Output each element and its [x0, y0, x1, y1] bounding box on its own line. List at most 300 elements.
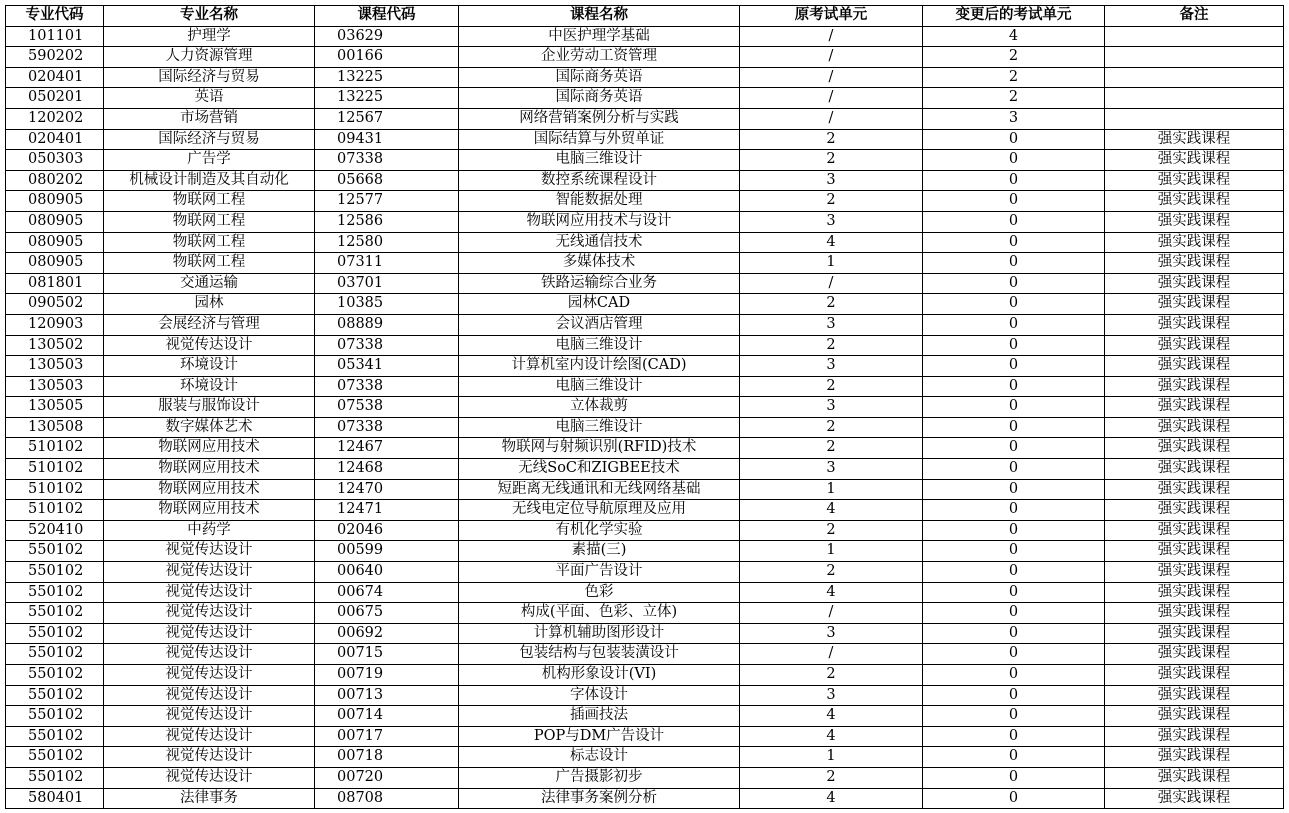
major-name-cell: 英语 — [104, 88, 315, 109]
original-exam-unit-cell: 2 — [740, 438, 923, 459]
remarks-cell: 强实践课程 — [1105, 150, 1284, 171]
course-code-cell: 07338 — [315, 417, 459, 438]
remarks-cell: 强实践课程 — [1105, 479, 1284, 500]
original-exam-unit-cell: 4 — [740, 582, 923, 603]
remarks-cell: 强实践课程 — [1105, 459, 1284, 480]
table-row — [6, 520, 1284, 541]
major-name-cell: 物联网应用技术 — [104, 479, 315, 500]
course-code-cell: 07338 — [315, 376, 459, 397]
header-remarks: 备注 — [1105, 6, 1284, 27]
major-name-cell: 服装与服饰设计 — [104, 397, 315, 418]
major-name-cell: 视觉传达设计 — [104, 726, 315, 747]
major-code-cell: 510102 — [6, 500, 104, 521]
table-row — [6, 788, 1284, 809]
original-exam-unit-cell: 2 — [740, 150, 923, 171]
table-row — [6, 26, 1284, 47]
remarks-cell: 强实践课程 — [1105, 397, 1284, 418]
changed-exam-unit-cell: 0 — [923, 459, 1105, 480]
major-code-cell: 120903 — [6, 314, 104, 335]
changed-exam-unit-cell: 0 — [923, 232, 1105, 253]
original-exam-unit-cell: 1 — [740, 747, 923, 768]
major-code-cell: 550102 — [6, 582, 104, 603]
header-changed-exam-unit: 变更后的考试单元 — [923, 6, 1105, 27]
table-row — [6, 582, 1284, 603]
course-name-cell: 无线通信技术 — [459, 232, 740, 253]
table-row — [6, 356, 1284, 377]
original-exam-unit-cell: 2 — [740, 767, 923, 788]
major-code-cell: 130502 — [6, 335, 104, 356]
course-name-cell: 数控系统课程设计 — [459, 170, 740, 191]
remarks-cell: 强实践课程 — [1105, 562, 1284, 583]
remarks-cell: 强实践课程 — [1105, 335, 1284, 356]
course-change-table — [5, 5, 1284, 809]
major-name-cell: 视觉传达设计 — [104, 335, 315, 356]
course-code-cell: 00714 — [315, 706, 459, 727]
changed-exam-unit-cell: 0 — [923, 582, 1105, 603]
original-exam-unit-cell: 1 — [740, 541, 923, 562]
course-code-cell: 12468 — [315, 459, 459, 480]
table-row — [6, 644, 1284, 665]
changed-exam-unit-cell: 0 — [923, 191, 1105, 212]
table-row — [6, 376, 1284, 397]
course-code-cell: 00717 — [315, 726, 459, 747]
table-body — [6, 26, 1284, 809]
remarks-cell: 强实践课程 — [1105, 767, 1284, 788]
changed-exam-unit-cell: 0 — [923, 335, 1105, 356]
remarks-cell — [1105, 67, 1284, 88]
table-row — [6, 150, 1284, 171]
table-row — [6, 459, 1284, 480]
course-code-cell: 00713 — [315, 685, 459, 706]
original-exam-unit-cell: / — [740, 67, 923, 88]
original-exam-unit-cell: / — [740, 47, 923, 68]
remarks-cell: 强实践课程 — [1105, 376, 1284, 397]
major-name-cell: 物联网工程 — [104, 253, 315, 274]
remarks-cell: 强实践课程 — [1105, 603, 1284, 624]
header-original-exam-unit: 原考试单元 — [740, 6, 923, 27]
course-code-cell: 02046 — [315, 520, 459, 541]
table-row — [6, 108, 1284, 129]
course-name-cell: 电脑三维设计 — [459, 335, 740, 356]
course-name-cell: 企业劳动工资管理 — [459, 47, 740, 68]
course-name-cell: 无线电定位导航原理及应用 — [459, 500, 740, 521]
changed-exam-unit-cell: 2 — [923, 88, 1105, 109]
major-name-cell: 会展经济与管理 — [104, 314, 315, 335]
table-row — [6, 397, 1284, 418]
major-name-cell: 法律事务 — [104, 788, 315, 809]
course-name-cell: 网络营销案例分析与实践 — [459, 108, 740, 129]
course-name-cell: 广告摄影初步 — [459, 767, 740, 788]
major-code-cell: 080905 — [6, 232, 104, 253]
course-code-cell: 12471 — [315, 500, 459, 521]
original-exam-unit-cell: 3 — [740, 356, 923, 377]
changed-exam-unit-cell: 0 — [923, 294, 1105, 315]
remarks-cell: 强实践课程 — [1105, 314, 1284, 335]
remarks-cell: 强实践课程 — [1105, 644, 1284, 665]
remarks-cell: 强实践课程 — [1105, 685, 1284, 706]
changed-exam-unit-cell: 0 — [923, 479, 1105, 500]
course-code-cell: 13225 — [315, 67, 459, 88]
major-code-cell: 510102 — [6, 479, 104, 500]
original-exam-unit-cell: 1 — [740, 479, 923, 500]
table-row — [6, 170, 1284, 191]
remarks-cell: 强实践课程 — [1105, 232, 1284, 253]
major-name-cell: 视觉传达设计 — [104, 562, 315, 583]
major-code-cell: 080905 — [6, 191, 104, 212]
original-exam-unit-cell: 2 — [740, 376, 923, 397]
course-code-cell: 12577 — [315, 191, 459, 212]
course-code-cell: 07538 — [315, 397, 459, 418]
major-name-cell: 视觉传达设计 — [104, 706, 315, 727]
original-exam-unit-cell: 2 — [740, 191, 923, 212]
major-name-cell: 物联网应用技术 — [104, 459, 315, 480]
original-exam-unit-cell: / — [740, 26, 923, 47]
changed-exam-unit-cell: 0 — [923, 603, 1105, 624]
original-exam-unit-cell: 3 — [740, 397, 923, 418]
course-name-cell: 多媒体技术 — [459, 253, 740, 274]
major-name-cell: 视觉传达设计 — [104, 767, 315, 788]
course-name-cell: 物联网与射频识别(RFID)技术 — [459, 438, 740, 459]
table-row — [6, 211, 1284, 232]
table-row — [6, 335, 1284, 356]
changed-exam-unit-cell: 0 — [923, 767, 1105, 788]
course-name-cell: 法律事务案例分析 — [459, 788, 740, 809]
remarks-cell: 强实践课程 — [1105, 541, 1284, 562]
original-exam-unit-cell: / — [740, 644, 923, 665]
changed-exam-unit-cell: 3 — [923, 108, 1105, 129]
remarks-cell: 强实践课程 — [1105, 438, 1284, 459]
remarks-cell — [1105, 108, 1284, 129]
course-code-cell: 00675 — [315, 603, 459, 624]
course-name-cell: POP与DM广告设计 — [459, 726, 740, 747]
changed-exam-unit-cell: 0 — [923, 541, 1105, 562]
course-name-cell: 无线SoC和ZIGBEE技术 — [459, 459, 740, 480]
course-name-cell: 电脑三维设计 — [459, 417, 740, 438]
table-row — [6, 47, 1284, 68]
remarks-cell: 强实践课程 — [1105, 191, 1284, 212]
original-exam-unit-cell: 2 — [740, 665, 923, 686]
major-code-cell: 550102 — [6, 706, 104, 727]
major-name-cell: 物联网工程 — [104, 232, 315, 253]
course-code-cell: 09431 — [315, 129, 459, 150]
course-name-cell: 立体裁剪 — [459, 397, 740, 418]
major-code-cell: 081801 — [6, 273, 104, 294]
course-name-cell: 插画技法 — [459, 706, 740, 727]
major-name-cell: 国际经济与贸易 — [104, 67, 315, 88]
course-code-cell: 12580 — [315, 232, 459, 253]
major-name-cell: 视觉传达设计 — [104, 623, 315, 644]
table-row — [6, 88, 1284, 109]
major-name-cell: 视觉传达设计 — [104, 685, 315, 706]
major-code-cell: 550102 — [6, 726, 104, 747]
major-name-cell: 中药学 — [104, 520, 315, 541]
major-name-cell: 视觉传达设计 — [104, 747, 315, 768]
course-name-cell: 国际商务英语 — [459, 88, 740, 109]
course-code-cell: 12567 — [315, 108, 459, 129]
course-code-cell: 03629 — [315, 26, 459, 47]
table-row — [6, 767, 1284, 788]
header-major-name: 专业名称 — [104, 6, 315, 27]
remarks-cell: 强实践课程 — [1105, 129, 1284, 150]
original-exam-unit-cell: 2 — [740, 129, 923, 150]
changed-exam-unit-cell: 0 — [923, 211, 1105, 232]
original-exam-unit-cell: / — [740, 108, 923, 129]
remarks-cell: 强实践课程 — [1105, 417, 1284, 438]
major-code-cell: 510102 — [6, 459, 104, 480]
table-row — [6, 603, 1284, 624]
course-code-cell: 08889 — [315, 314, 459, 335]
major-code-cell: 090502 — [6, 294, 104, 315]
major-name-cell: 园林 — [104, 294, 315, 315]
course-name-cell: 电脑三维设计 — [459, 376, 740, 397]
changed-exam-unit-cell: 0 — [923, 706, 1105, 727]
changed-exam-unit-cell: 0 — [923, 170, 1105, 191]
course-code-cell: 00715 — [315, 644, 459, 665]
course-code-cell: 08708 — [315, 788, 459, 809]
major-code-cell: 130503 — [6, 376, 104, 397]
table-row — [6, 479, 1284, 500]
header-row — [6, 6, 1284, 27]
course-code-cell: 12467 — [315, 438, 459, 459]
course-name-cell: 园林CAD — [459, 294, 740, 315]
major-name-cell: 物联网工程 — [104, 191, 315, 212]
major-name-cell: 市场营销 — [104, 108, 315, 129]
original-exam-unit-cell: 2 — [740, 294, 923, 315]
major-name-cell: 机械设计制造及其自动化 — [104, 170, 315, 191]
changed-exam-unit-cell: 0 — [923, 273, 1105, 294]
course-name-cell: 机构形象设计(VI) — [459, 665, 740, 686]
table-row — [6, 232, 1284, 253]
major-name-cell: 环境设计 — [104, 376, 315, 397]
remarks-cell: 强实践课程 — [1105, 253, 1284, 274]
major-code-cell: 020401 — [6, 129, 104, 150]
course-code-cell: 10385 — [315, 294, 459, 315]
major-name-cell: 物联网应用技术 — [104, 500, 315, 521]
major-name-cell: 护理学 — [104, 26, 315, 47]
major-name-cell: 人力资源管理 — [104, 47, 315, 68]
header-course-code: 课程代码 — [315, 6, 459, 27]
table-row — [6, 562, 1284, 583]
major-code-cell: 130503 — [6, 356, 104, 377]
original-exam-unit-cell: 2 — [740, 562, 923, 583]
changed-exam-unit-cell: 0 — [923, 356, 1105, 377]
major-name-cell: 视觉传达设计 — [104, 665, 315, 686]
major-code-cell: 130505 — [6, 397, 104, 418]
course-name-cell: 计算机室内设计绘图(CAD) — [459, 356, 740, 377]
major-name-cell: 数字媒体艺术 — [104, 417, 315, 438]
changed-exam-unit-cell: 2 — [923, 47, 1105, 68]
changed-exam-unit-cell: 0 — [923, 397, 1105, 418]
original-exam-unit-cell: / — [740, 273, 923, 294]
changed-exam-unit-cell: 0 — [923, 665, 1105, 686]
course-name-cell: 铁路运输综合业务 — [459, 273, 740, 294]
table-row — [6, 541, 1284, 562]
table-row — [6, 747, 1284, 768]
original-exam-unit-cell: / — [740, 88, 923, 109]
course-code-cell: 05668 — [315, 170, 459, 191]
original-exam-unit-cell: 4 — [740, 788, 923, 809]
table-row — [6, 438, 1284, 459]
table-row — [6, 294, 1284, 315]
changed-exam-unit-cell: 0 — [923, 685, 1105, 706]
major-name-cell: 视觉传达设计 — [104, 644, 315, 665]
remarks-cell: 强实践课程 — [1105, 747, 1284, 768]
course-code-cell: 00674 — [315, 582, 459, 603]
remarks-cell: 强实践课程 — [1105, 520, 1284, 541]
course-code-cell: 13225 — [315, 88, 459, 109]
changed-exam-unit-cell: 0 — [923, 644, 1105, 665]
major-code-cell: 080905 — [6, 211, 104, 232]
table-row — [6, 726, 1284, 747]
table-row — [6, 191, 1284, 212]
remarks-cell: 强实践课程 — [1105, 788, 1284, 809]
major-code-cell: 550102 — [6, 541, 104, 562]
major-code-cell: 080905 — [6, 253, 104, 274]
table-row — [6, 685, 1284, 706]
original-exam-unit-cell: 3 — [740, 459, 923, 480]
remarks-cell: 强实践课程 — [1105, 211, 1284, 232]
changed-exam-unit-cell: 0 — [923, 314, 1105, 335]
course-code-cell: 07338 — [315, 335, 459, 356]
original-exam-unit-cell: 1 — [740, 253, 923, 274]
table-row — [6, 706, 1284, 727]
major-code-cell: 550102 — [6, 665, 104, 686]
course-code-cell: 05341 — [315, 356, 459, 377]
major-name-cell: 广告学 — [104, 150, 315, 171]
changed-exam-unit-cell: 4 — [923, 26, 1105, 47]
course-name-cell: 包装结构与包装装潢设计 — [459, 644, 740, 665]
course-code-cell: 00719 — [315, 665, 459, 686]
remarks-cell — [1105, 26, 1284, 47]
changed-exam-unit-cell: 0 — [923, 438, 1105, 459]
table-row — [6, 67, 1284, 88]
major-code-cell: 050201 — [6, 88, 104, 109]
original-exam-unit-cell: 2 — [740, 520, 923, 541]
major-name-cell: 物联网工程 — [104, 211, 315, 232]
original-exam-unit-cell: 3 — [740, 685, 923, 706]
major-code-cell: 550102 — [6, 644, 104, 665]
course-name-cell: 国际商务英语 — [459, 67, 740, 88]
original-exam-unit-cell: / — [740, 603, 923, 624]
changed-exam-unit-cell: 2 — [923, 67, 1105, 88]
course-name-cell: 短距离无线通讯和无线网络基础 — [459, 479, 740, 500]
major-name-cell: 国际经济与贸易 — [104, 129, 315, 150]
table-row — [6, 665, 1284, 686]
course-code-cell: 07338 — [315, 150, 459, 171]
table-row — [6, 253, 1284, 274]
major-code-cell: 120202 — [6, 108, 104, 129]
changed-exam-unit-cell: 0 — [923, 376, 1105, 397]
major-code-cell: 020401 — [6, 67, 104, 88]
course-name-cell: 国际结算与外贸单证 — [459, 129, 740, 150]
course-name-cell: 电脑三维设计 — [459, 150, 740, 171]
changed-exam-unit-cell: 0 — [923, 417, 1105, 438]
course-name-cell: 标志设计 — [459, 747, 740, 768]
changed-exam-unit-cell: 0 — [923, 788, 1105, 809]
course-code-cell: 07311 — [315, 253, 459, 274]
course-name-cell: 素描(三) — [459, 541, 740, 562]
course-code-cell: 12470 — [315, 479, 459, 500]
major-code-cell: 130508 — [6, 417, 104, 438]
course-name-cell: 物联网应用技术与设计 — [459, 211, 740, 232]
major-name-cell: 视觉传达设计 — [104, 541, 315, 562]
original-exam-unit-cell: 2 — [740, 335, 923, 356]
major-code-cell: 050303 — [6, 150, 104, 171]
table-row — [6, 417, 1284, 438]
changed-exam-unit-cell: 0 — [923, 520, 1105, 541]
remarks-cell: 强实践课程 — [1105, 726, 1284, 747]
course-code-cell: 03701 — [315, 273, 459, 294]
course-code-cell: 12586 — [315, 211, 459, 232]
table-row — [6, 500, 1284, 521]
remarks-cell: 强实践课程 — [1105, 500, 1284, 521]
major-code-cell: 510102 — [6, 438, 104, 459]
original-exam-unit-cell: 4 — [740, 726, 923, 747]
remarks-cell — [1105, 47, 1284, 68]
changed-exam-unit-cell: 0 — [923, 726, 1105, 747]
course-code-cell: 00599 — [315, 541, 459, 562]
major-name-cell: 环境设计 — [104, 356, 315, 377]
header-major-code: 专业代码 — [6, 6, 104, 27]
changed-exam-unit-cell: 0 — [923, 129, 1105, 150]
major-name-cell: 交通运输 — [104, 273, 315, 294]
original-exam-unit-cell: 4 — [740, 706, 923, 727]
major-code-cell: 550102 — [6, 603, 104, 624]
major-name-cell: 视觉传达设计 — [104, 603, 315, 624]
course-code-cell: 00166 — [315, 47, 459, 68]
course-name-cell: 字体设计 — [459, 685, 740, 706]
major-code-cell: 520410 — [6, 520, 104, 541]
major-code-cell: 550102 — [6, 767, 104, 788]
course-code-cell: 00718 — [315, 747, 459, 768]
course-name-cell: 智能数据处理 — [459, 191, 740, 212]
major-code-cell: 590202 — [6, 47, 104, 68]
original-exam-unit-cell: 4 — [740, 232, 923, 253]
course-name-cell: 有机化学实验 — [459, 520, 740, 541]
course-name-cell: 平面广告设计 — [459, 562, 740, 583]
original-exam-unit-cell: 4 — [740, 500, 923, 521]
changed-exam-unit-cell: 0 — [923, 747, 1105, 768]
original-exam-unit-cell: 3 — [740, 314, 923, 335]
major-name-cell: 物联网应用技术 — [104, 438, 315, 459]
table-row — [6, 273, 1284, 294]
major-code-cell: 101101 — [6, 26, 104, 47]
major-code-cell: 580401 — [6, 788, 104, 809]
major-code-cell: 550102 — [6, 623, 104, 644]
changed-exam-unit-cell: 0 — [923, 562, 1105, 583]
original-exam-unit-cell: 3 — [740, 623, 923, 644]
major-code-cell: 550102 — [6, 747, 104, 768]
original-exam-unit-cell: 3 — [740, 170, 923, 191]
remarks-cell: 强实践课程 — [1105, 356, 1284, 377]
course-code-cell: 00720 — [315, 767, 459, 788]
original-exam-unit-cell: 3 — [740, 211, 923, 232]
changed-exam-unit-cell: 0 — [923, 253, 1105, 274]
course-name-cell: 计算机辅助图形设计 — [459, 623, 740, 644]
remarks-cell — [1105, 88, 1284, 109]
major-code-cell: 550102 — [6, 562, 104, 583]
major-code-cell: 550102 — [6, 685, 104, 706]
changed-exam-unit-cell: 0 — [923, 150, 1105, 171]
table-row — [6, 129, 1284, 150]
remarks-cell: 强实践课程 — [1105, 623, 1284, 644]
header-course-name: 课程名称 — [459, 6, 740, 27]
remarks-cell: 强实践课程 — [1105, 294, 1284, 315]
remarks-cell: 强实践课程 — [1105, 665, 1284, 686]
original-exam-unit-cell: 2 — [740, 417, 923, 438]
course-code-cell: 00640 — [315, 562, 459, 583]
remarks-cell: 强实践课程 — [1105, 582, 1284, 603]
